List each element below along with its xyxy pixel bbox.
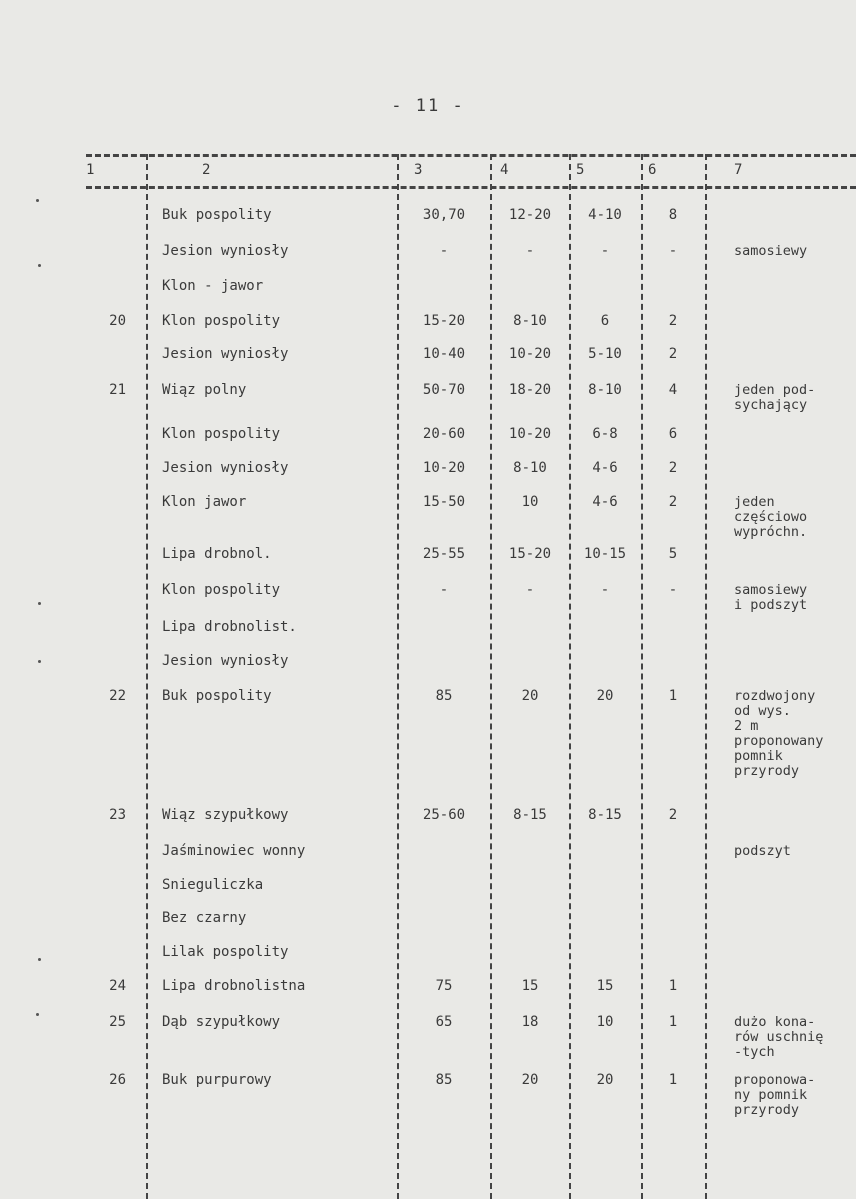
species-name: Jaśminowiec wonny — [162, 843, 306, 859]
cell-col5: 15 — [596, 978, 614, 994]
species-name: Buk pospolity — [162, 207, 272, 223]
species-name: Snieguliczka — [162, 877, 264, 893]
column-header: 2 — [202, 162, 211, 178]
cell-col4: 10 — [521, 494, 539, 510]
remark-line: proponowany — [734, 733, 824, 749]
cell-col4: 18-20 — [508, 382, 552, 398]
cell-col6: - — [668, 243, 678, 259]
remark-line: samosiewy — [734, 243, 808, 259]
species-name: Jesion wyniosły — [162, 460, 289, 476]
remark-line: ny pomnik — [734, 1087, 808, 1103]
row-number: 25 — [109, 1014, 126, 1030]
remark-line: dużo konа- — [734, 1014, 816, 1030]
species-name: Lipa drobnolist. — [162, 619, 297, 635]
row-number: 20 — [109, 313, 126, 329]
remark-line: rów uschnię — [734, 1029, 824, 1045]
cell-col4: 15 — [521, 978, 539, 994]
remark-line: rozdwojony — [734, 688, 816, 704]
column-header: 3 — [414, 162, 423, 178]
cell-col3: 30,70 — [422, 207, 466, 223]
species-name: Klon pospolity — [162, 313, 281, 329]
species-name: Wiąz szypułkowy — [162, 807, 289, 823]
cell-col5: 4-6 — [592, 460, 618, 476]
remark-line: przyrody — [734, 763, 800, 779]
remark-line: podszyt — [734, 843, 791, 859]
cell-col3: 10-40 — [422, 346, 466, 362]
cell-col5: 8-15 — [588, 807, 622, 823]
cell-col3: 15-50 — [422, 494, 466, 510]
cell-col6: 1 — [668, 978, 678, 994]
cell-col6: 1 — [668, 1072, 678, 1088]
cell-col5: - — [600, 582, 610, 598]
species-name: Klon pospolity — [162, 426, 281, 442]
row-number: 22 — [109, 688, 126, 704]
cell-col5: - — [600, 243, 610, 259]
cell-col6: 2 — [668, 807, 678, 823]
cell-col5: 4-10 — [588, 207, 622, 223]
remark-line: samosiewy — [734, 582, 808, 598]
remark-line: wypróchn. — [734, 524, 808, 540]
cell-col5: 20 — [596, 688, 614, 704]
column-divider — [641, 154, 643, 1199]
column-divider — [397, 154, 399, 1199]
cell-col5: 6-8 — [592, 426, 618, 442]
cell-col6: 5 — [668, 546, 678, 562]
cell-col3: 65 — [435, 1014, 453, 1030]
remark-line: od wys. — [734, 703, 791, 719]
species-name: Lipa drobnol. — [162, 546, 272, 562]
species-name: Lilak pospolity — [162, 944, 289, 960]
column-header: 7 — [734, 162, 743, 178]
cell-col6: 1 — [668, 1014, 678, 1030]
species-name: Bez czarny — [162, 910, 247, 926]
cell-col3: 50-70 — [422, 382, 466, 398]
cell-col4: 10-20 — [508, 346, 552, 362]
margin-dot — [38, 264, 41, 267]
species-name: Lipa drobnolistna — [162, 978, 306, 994]
column-divider — [146, 154, 148, 1199]
cell-col5: 10 — [596, 1014, 614, 1030]
cell-col6: 4 — [668, 382, 678, 398]
cell-col5: 20 — [596, 1072, 614, 1088]
row-number: 21 — [109, 382, 126, 398]
cell-col5: 6 — [600, 313, 610, 329]
cell-col3: 75 — [435, 978, 453, 994]
species-name: Dąb szypułkowy — [162, 1014, 281, 1030]
cell-col3: 25-60 — [422, 807, 466, 823]
cell-col4: - — [525, 243, 535, 259]
remark-line: 2 m — [734, 718, 759, 734]
species-name: Klon jawor — [162, 494, 247, 510]
cell-col4: 8-15 — [513, 807, 547, 823]
species-name: Klon - jawor — [162, 278, 264, 294]
species-name: Buk pospolity — [162, 688, 272, 704]
cell-col3: 85 — [435, 688, 453, 704]
remark-line: jeden pod- — [734, 382, 816, 398]
row-number: 26 — [109, 1072, 126, 1088]
cell-col4: 20 — [521, 1072, 539, 1088]
cell-col3: 15-20 — [422, 313, 466, 329]
header-top-rule — [86, 154, 856, 157]
cell-col4: - — [525, 582, 535, 598]
cell-col5: 10-15 — [583, 546, 627, 562]
row-number: 23 — [109, 807, 126, 823]
cell-col5: 4-6 — [592, 494, 618, 510]
cell-col6: 8 — [668, 207, 678, 223]
cell-col4: 18 — [521, 1014, 539, 1030]
margin-dot — [36, 199, 39, 202]
column-header: 1 — [86, 162, 95, 178]
cell-col4: 8-10 — [513, 313, 547, 329]
header-bottom-rule — [86, 186, 856, 189]
cell-col4: 12-20 — [508, 207, 552, 223]
cell-col3: 20-60 — [422, 426, 466, 442]
species-name: Buk purpurowy — [162, 1072, 272, 1088]
column-header: 5 — [576, 162, 585, 178]
species-name: Klon pospolity — [162, 582, 281, 598]
species-name: Jesion wyniosły — [162, 346, 289, 362]
cell-col6: 2 — [668, 346, 678, 362]
cell-col6: 2 — [668, 460, 678, 476]
remark-line: przyrody — [734, 1102, 800, 1118]
remark-line: częściowo — [734, 509, 808, 525]
cell-col6: 2 — [668, 494, 678, 510]
column-divider — [490, 154, 492, 1199]
cell-col5: 8-10 — [588, 382, 622, 398]
cell-col6: - — [668, 582, 678, 598]
cell-col3: 25-55 — [422, 546, 466, 562]
species-name: Jesion wyniosły — [162, 653, 289, 669]
cell-col6: 1 — [668, 688, 678, 704]
cell-col4: 20 — [521, 688, 539, 704]
cell-col3: - — [439, 582, 449, 598]
species-name: Jesion wyniosły — [162, 243, 289, 259]
column-divider — [705, 154, 707, 1199]
margin-dot — [38, 958, 41, 961]
margin-dot — [36, 1013, 39, 1016]
page-number: - 11 - — [391, 96, 465, 116]
column-header: 4 — [500, 162, 509, 178]
cell-col5: 5-10 — [588, 346, 622, 362]
remark-line: i podszyt — [734, 597, 808, 613]
row-number: 24 — [109, 978, 126, 994]
remark-line: -tych — [734, 1044, 775, 1060]
margin-dot — [38, 602, 41, 605]
cell-col4: 10-20 — [508, 426, 552, 442]
species-name: Wiąz polny — [162, 382, 247, 398]
cell-col4: 8-10 — [513, 460, 547, 476]
remark-line: proponowa- — [734, 1072, 816, 1088]
remark-line: pomnik — [734, 748, 783, 764]
remark-line: sychający — [734, 397, 808, 413]
column-divider — [569, 154, 571, 1199]
cell-col4: 15-20 — [508, 546, 552, 562]
cell-col3: - — [439, 243, 449, 259]
cell-col6: 6 — [668, 426, 678, 442]
column-header: 6 — [648, 162, 657, 178]
cell-col3: 85 — [435, 1072, 453, 1088]
remark-line: jeden — [734, 494, 775, 510]
cell-col6: 2 — [668, 313, 678, 329]
margin-dot — [38, 660, 41, 663]
cell-col3: 10-20 — [422, 460, 466, 476]
